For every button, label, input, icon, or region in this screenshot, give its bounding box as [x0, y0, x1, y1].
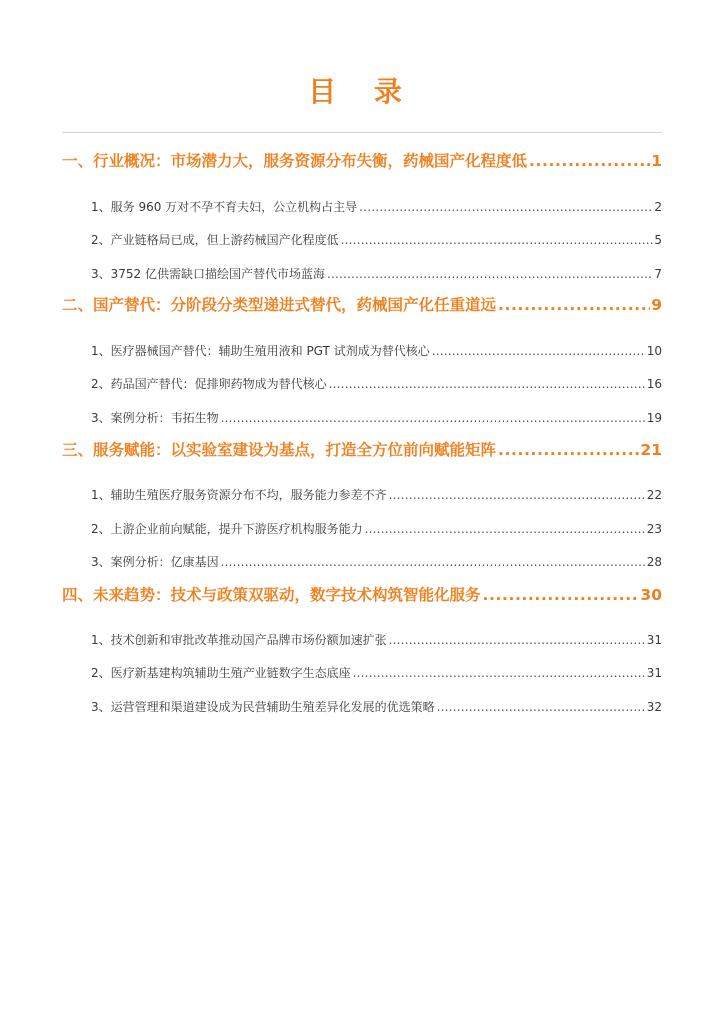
- dot-leader: [341, 231, 654, 249]
- dot-leader: [221, 553, 646, 571]
- toc-subsection-3-1[interactable]: [91, 486, 662, 504]
- toc-subsection-label: 1、医疗器械国产替代：辅助生殖用液和 PGT 试剂成为替代核心: [91, 344, 430, 358]
- toc-section-label: 四、未来趋势：技术与政策双驱动，数字技术构筑智能化服务: [62, 586, 481, 604]
- dot-leader: [498, 294, 650, 316]
- toc-subsection-1-2[interactable]: [91, 231, 662, 249]
- dot-leader: [329, 375, 646, 393]
- toc-subsection-label: 2、医疗新基建构筑辅助生殖产业链数字生态底座: [91, 666, 351, 680]
- toc-page-number: 31: [646, 633, 662, 647]
- toc-page-number: 31: [646, 666, 662, 680]
- toc-subsection-2-2[interactable]: [91, 375, 662, 393]
- toc-page-number: 28: [646, 555, 662, 569]
- toc-page-number: 23: [646, 522, 662, 536]
- toc-page-number: 10: [646, 344, 662, 358]
- toc-page-number: 30: [640, 586, 662, 604]
- toc-subsection-1-1[interactable]: [91, 198, 662, 216]
- toc-subsection-2-1[interactable]: [91, 342, 662, 360]
- dot-leader: [389, 631, 646, 649]
- dot-leader: [389, 486, 646, 504]
- toc-section-1[interactable]: [62, 150, 662, 172]
- toc-subsection-3-2[interactable]: [91, 520, 662, 538]
- toc-subsection-4-3[interactable]: [91, 698, 662, 716]
- toc-subsection-label: 2、上游企业前向赋能，提升下游医疗机构服务能力: [91, 522, 363, 536]
- toc-subsection-2-3[interactable]: [91, 409, 662, 427]
- dot-leader: [432, 342, 646, 360]
- toc-subsection-1-3[interactable]: [91, 265, 662, 283]
- toc-section-4[interactable]: [62, 584, 662, 606]
- toc-section-label: 二、国产替代：分阶段分类型递进式替代，药械国产化任重道远: [62, 296, 497, 314]
- toc-page-number: 7: [654, 267, 662, 281]
- toc-page-number: 21: [640, 441, 662, 459]
- toc-page-number: 22: [646, 488, 662, 502]
- toc-page-number: 32: [646, 700, 662, 714]
- toc-subsection-label: 3、运营管理和渠道建设成为民营辅助生殖差异化发展的优选策略: [91, 700, 435, 714]
- toc-subsection-label: 2、药品国产替代：促排卵药物成为替代核心: [91, 377, 327, 391]
- toc-subsection-label: 1、辅助生殖医疗服务资源分布不均，服务能力参差不齐: [91, 488, 387, 502]
- toc-page-number: 19: [646, 411, 662, 425]
- toc-subsection-4-2[interactable]: [91, 664, 662, 682]
- dot-leader: [529, 150, 650, 172]
- toc-subsection-label: 3、案例分析：亿康基因: [91, 555, 219, 569]
- toc-page-number: 9: [651, 296, 662, 314]
- dot-leader: [353, 664, 646, 682]
- toc-subsection-3-3[interactable]: [91, 553, 662, 571]
- dot-leader: [483, 584, 640, 606]
- toc-section-label: 三、服务赋能：以实验室建设为基点，打造全方位前向赋能矩阵: [62, 441, 497, 459]
- title-divider: [62, 132, 662, 133]
- page-title: 目 录: [308, 75, 416, 108]
- toc-page-number: 5: [654, 233, 662, 247]
- toc-page-number: 2: [654, 200, 662, 214]
- dot-leader: [437, 698, 646, 716]
- toc-page-number: 1: [651, 152, 662, 170]
- toc-subsection-4-1[interactable]: [91, 631, 662, 649]
- dot-leader: [365, 520, 646, 538]
- toc-subsection-label: 1、技术创新和审批改革推动国产品牌市场份额加速扩张: [91, 633, 387, 647]
- toc-subsection-label: 3、案例分析：韦拓生物: [91, 411, 219, 425]
- toc-page-number: 16: [646, 377, 662, 391]
- toc-section-3[interactable]: [62, 439, 662, 461]
- dot-leader: [327, 265, 653, 283]
- toc-section-label: 一、行业概况：市场潜力大，服务资源分布失衡，药械国产化程度低: [62, 152, 528, 170]
- toc-section-2[interactable]: [62, 294, 662, 316]
- dot-leader: [221, 409, 646, 427]
- toc-subsection-label: 3、3752 亿供需缺口描绘国产替代市场蓝海: [91, 267, 325, 281]
- dot-leader: [359, 198, 653, 216]
- toc-subsection-label: 1、服务 960 万对不孕不育夫妇，公立机构占主导: [91, 200, 358, 214]
- toc-subsection-label: 2、产业链格局已成，但上游药械国产化程度低: [91, 233, 339, 247]
- dot-leader: [498, 439, 639, 461]
